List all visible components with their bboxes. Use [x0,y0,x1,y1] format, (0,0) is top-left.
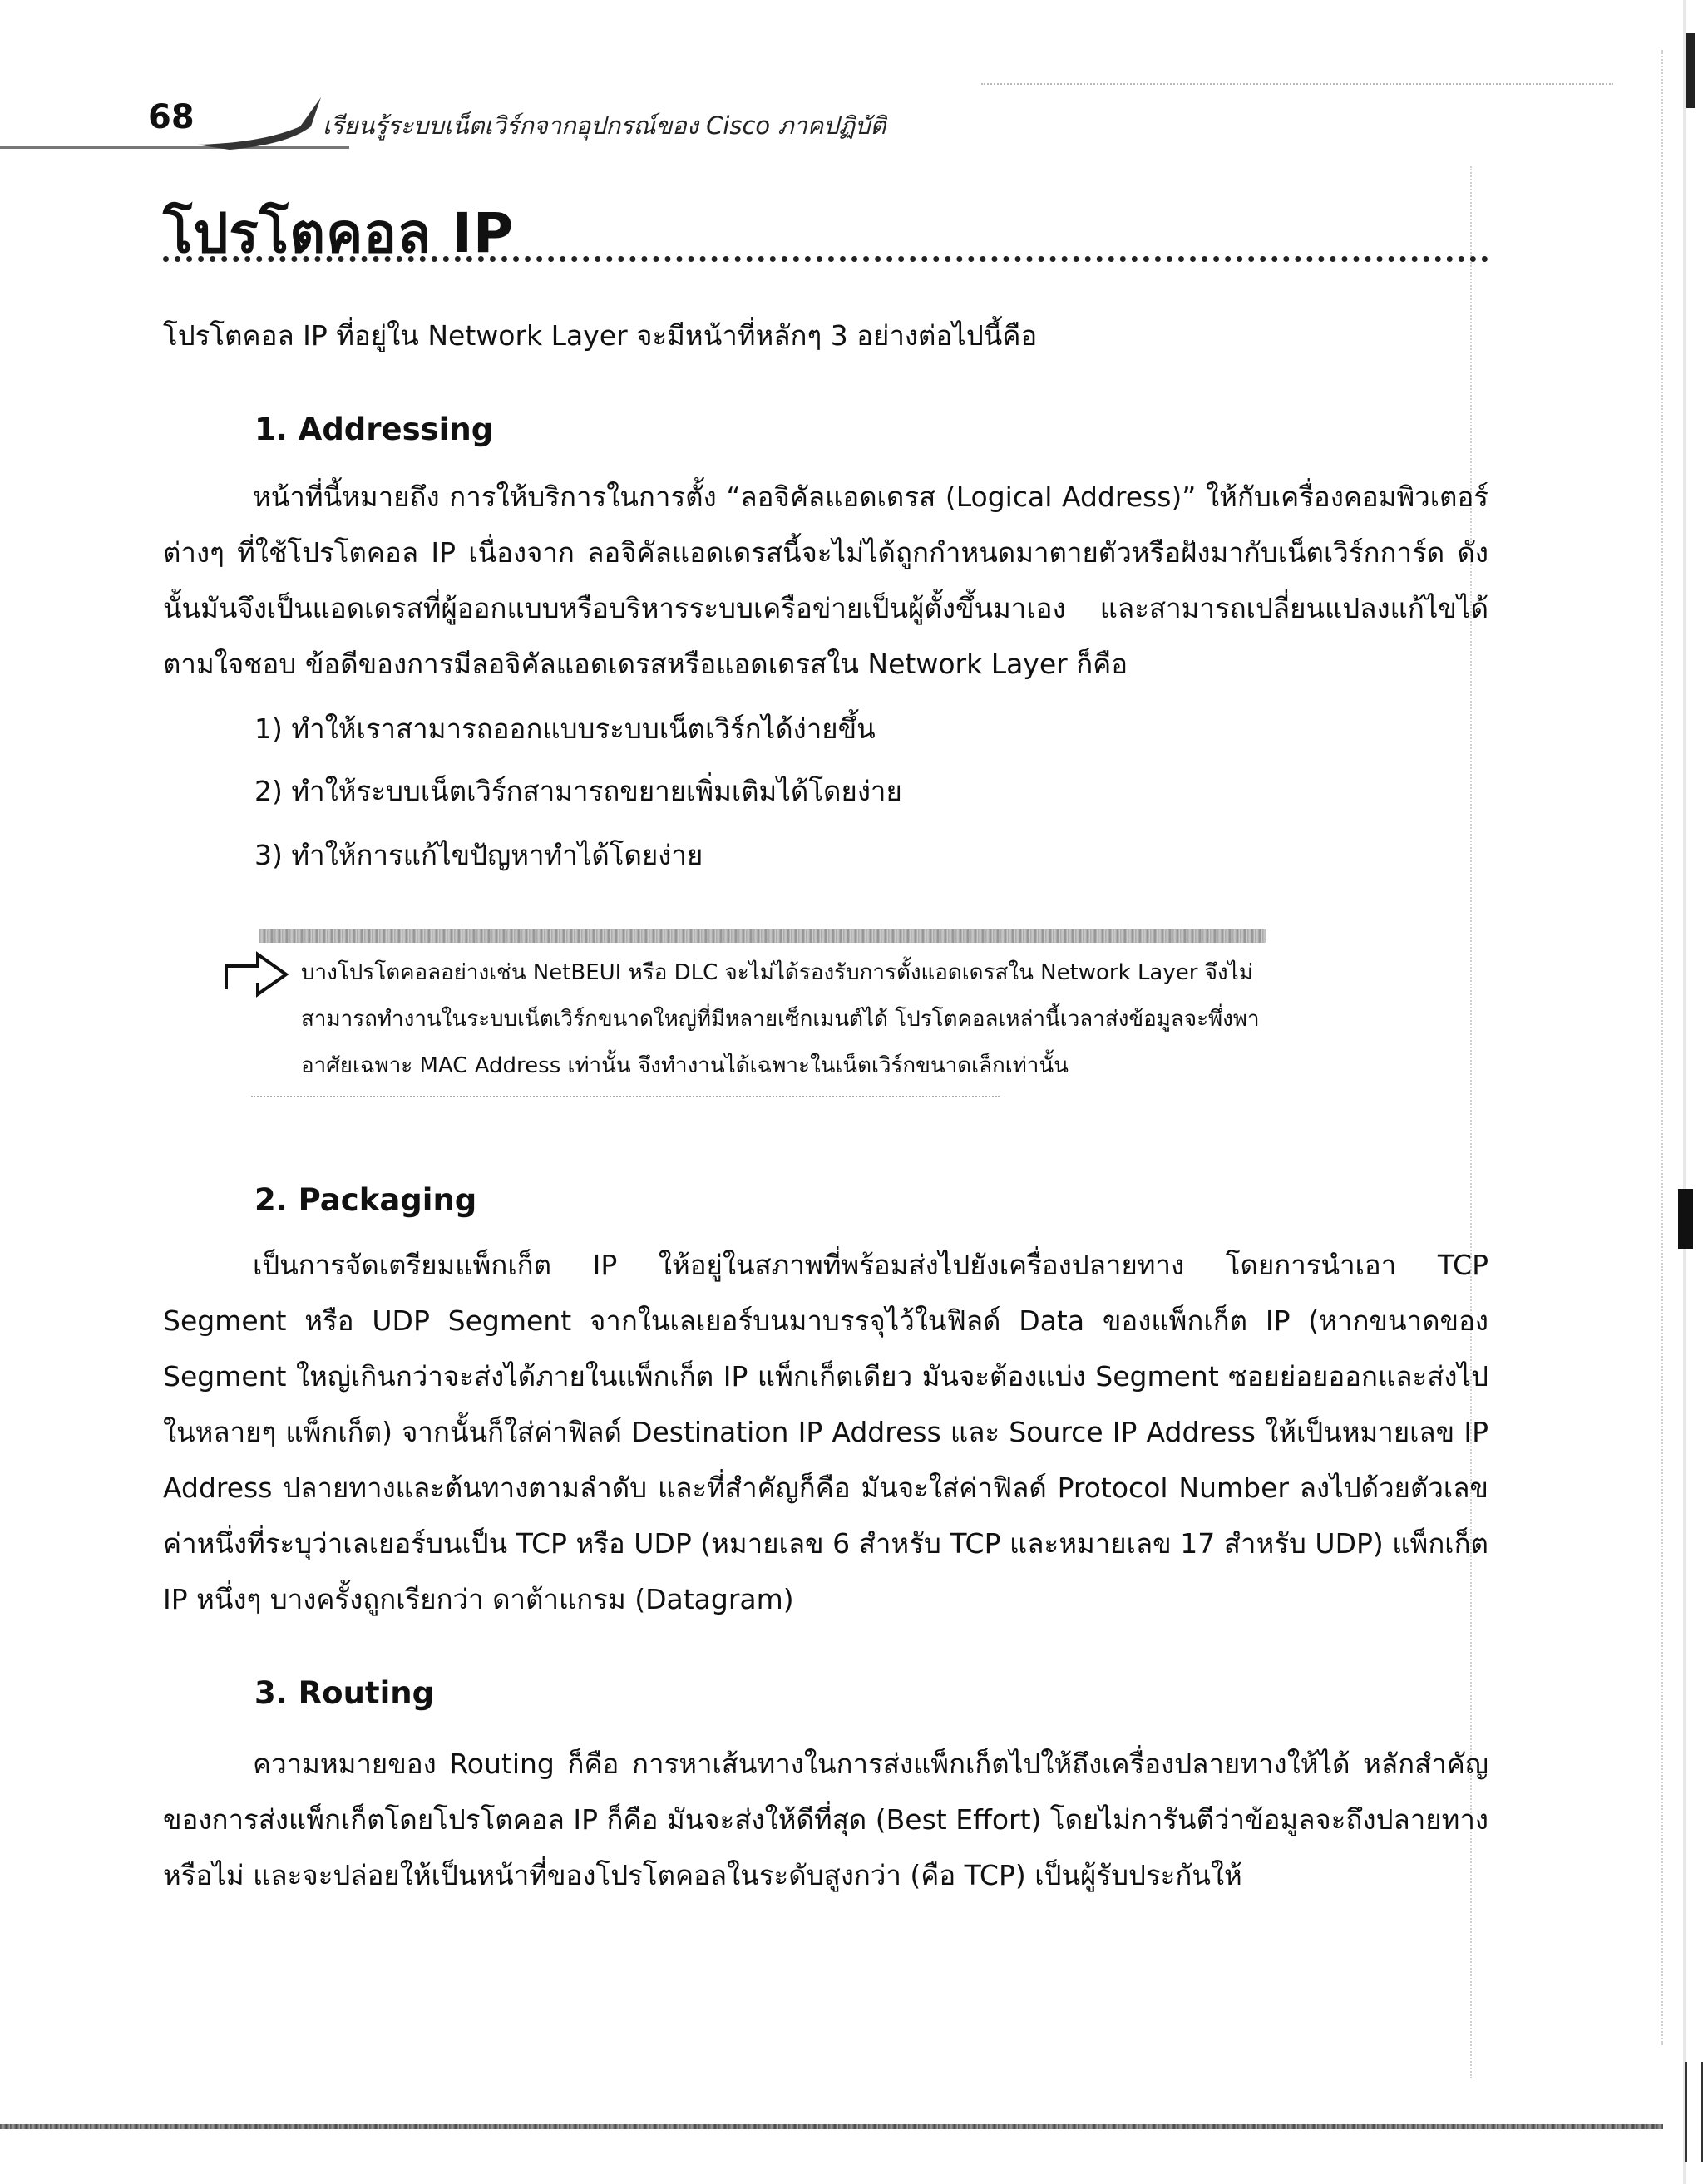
list-item: 3) ทำให้การแก้ไขปัญหาทำได้โดยง่าย [254,839,703,871]
scan-artifact-line [1661,50,1663,2045]
footer-rule [0,2124,1663,2129]
scan-artifact-line [981,83,1613,85]
page-edge-line [1683,0,1686,2184]
list-item: 2) ทำให้ระบบเน็ตเวิร์กสามารถขยายเพิ่มเติมได้โดยง่าย [254,775,902,807]
page-title: โปรโตคอล IP [163,201,515,265]
header-swoosh-icon [196,93,321,151]
page-number: 68 [148,98,195,136]
section-body-packaging: เป็นการจัดเตรียมแพ็กเก็ต IP ให้อยู่ในสภาพที่พร้อมส่งไปยังเครื่องปลายทาง โดยการนำเอา TCP Segment หรือ UDP Segment จากในเลเยอร์บนมาบรรจุไว้ในฟิลด์ Data ของแพ็กเก็ต IP (หากขนาดของ Segment ใหญ่เกินกว่าจะส่งได้ภายในแพ็กเก็ต IP แพ็กเก็ตเดียว มันจะต้องแบ่ง Segment ซอยย่อยออกและส่งไปในหลายๆ แพ็กเก็ต) จากนั้นก็ใส่ค่าฟิลด์ Destination IP Address และ Source IP Address ให้เป็นหมายเลข IP Address ปลายทางและต้นทางตามลำดับ และที่สำคัญก็คือ มันจะใส่ค่าฟิลด์ Protocol Number ลงไปด้วยตัวเลขค่าหนึ่งที่ระบุว่าเลเยอร์บนเป็น TCP หรือ UDP (หมายเลข 6 สำหรับ TCP และหมายเลข 17 สำหรับ UDP) แพ็กเก็ต IP หนึ่งๆ บางครั้งถูกเรียกว่า ดาต้าแกรม (Datagram) [163,1249,1488,1615]
section-heading-addressing: 1. Addressing [254,412,494,447]
note-box [234,929,1282,1104]
intro-paragraph: โปรโตคอล IP ที่อยู่ใน Network Layer จะมีหน้าที่หลักๆ 3 อย่างต่อไปนี้คือ [163,319,1038,352]
section-heading-routing: 3. Routing [254,1675,435,1711]
scan-edge-mark [1686,33,1695,108]
running-header: เรียนรู้ระบบเน็ตเวิร์กจากอุปกรณ์ของ Cisco ภาคปฏิบัติ [323,111,886,140]
note-pointer-icon [220,948,294,998]
note-bottom-rule [251,1096,1000,1097]
title-dotted-rule [163,256,1488,262]
scan-edge-mark [1678,1189,1693,1249]
section-body-routing: ความหมายของ Routing ก็คือ การหาเส้นทางในการส่งแพ็กเก็ตไปให้ถึงเครื่องปลายทางให้ได้ หลักสำคัญของการส่งแพ็กเก็ตโดยโปรโตคอล IP ก็คือ มันจะส่งให้ดีที่สุด (Best Effort) โดยไม่การันตีว่าข้อมูลจะถึงปลายทางหรือไม่ และจะปล่อยให้เป็นหน้าที่ของโปรโตคอลในระดับสูงกว่า (คือ TCP) เป็นผู้รับประกันให้ [163,1748,1488,1891]
section-heading-packaging: 2. Packaging [254,1182,477,1218]
note-top-bar [259,929,1266,943]
scan-edge-mark [1685,2062,1703,2162]
list-item: 1) ทำให้เราสามารถออกแบบระบบเน็ตเวิร์กได้ง่ายขึ้น [254,712,876,745]
note-text: บางโปรโตคอลอย่างเช่น NetBEUI หรือ DLC จะไม่ได้รองรับการตั้งแอดเดรสใน Network Layer จึงไม่สามารถทำงานในระบบเน็ตเวิร์กขนาดใหญ่ที่มีหลายเซ็กเมนต์ได้ โปรโตคอลเหล่านี้เวลาส่งข้อมูลจะพึ่งพาอาศัยเฉพาะ MAC Address เท่านั้น จึงทำงานได้เฉพาะในเน็ตเวิร์กขนาดเล็กเท่านั้น [301,960,1260,1078]
section-body-addressing: หน้าที่นี้หมายถึง การให้บริการในการตั้ง “ลอจิคัลแอดเดรส (Logical Address)” ให้กับเครื่องคอมพิวเตอร์ต่างๆ ที่ใช้โปรโตคอล IP เนื่องจาก ลอจิคัลแอดเดรสนี้จะไม่ได้ถูกกำหนดมาตายตัวหรือฝังมากับเน็ตเวิร์กการ์ด ดังนั้นมันจึงเป็นแอดเดรสที่ผู้ออกแบบหรือบริหารระบบเครือข่ายเป็นผู้ตั้งขึ้นมาเอง และสามารถเปลี่ยนแปลงแก้ไขได้ตามใจชอบ ข้อดีของการมีลอจิคัลแอดเดรสหรือแอดเดรสใน Network Layer ก็คือ [163,481,1488,680]
